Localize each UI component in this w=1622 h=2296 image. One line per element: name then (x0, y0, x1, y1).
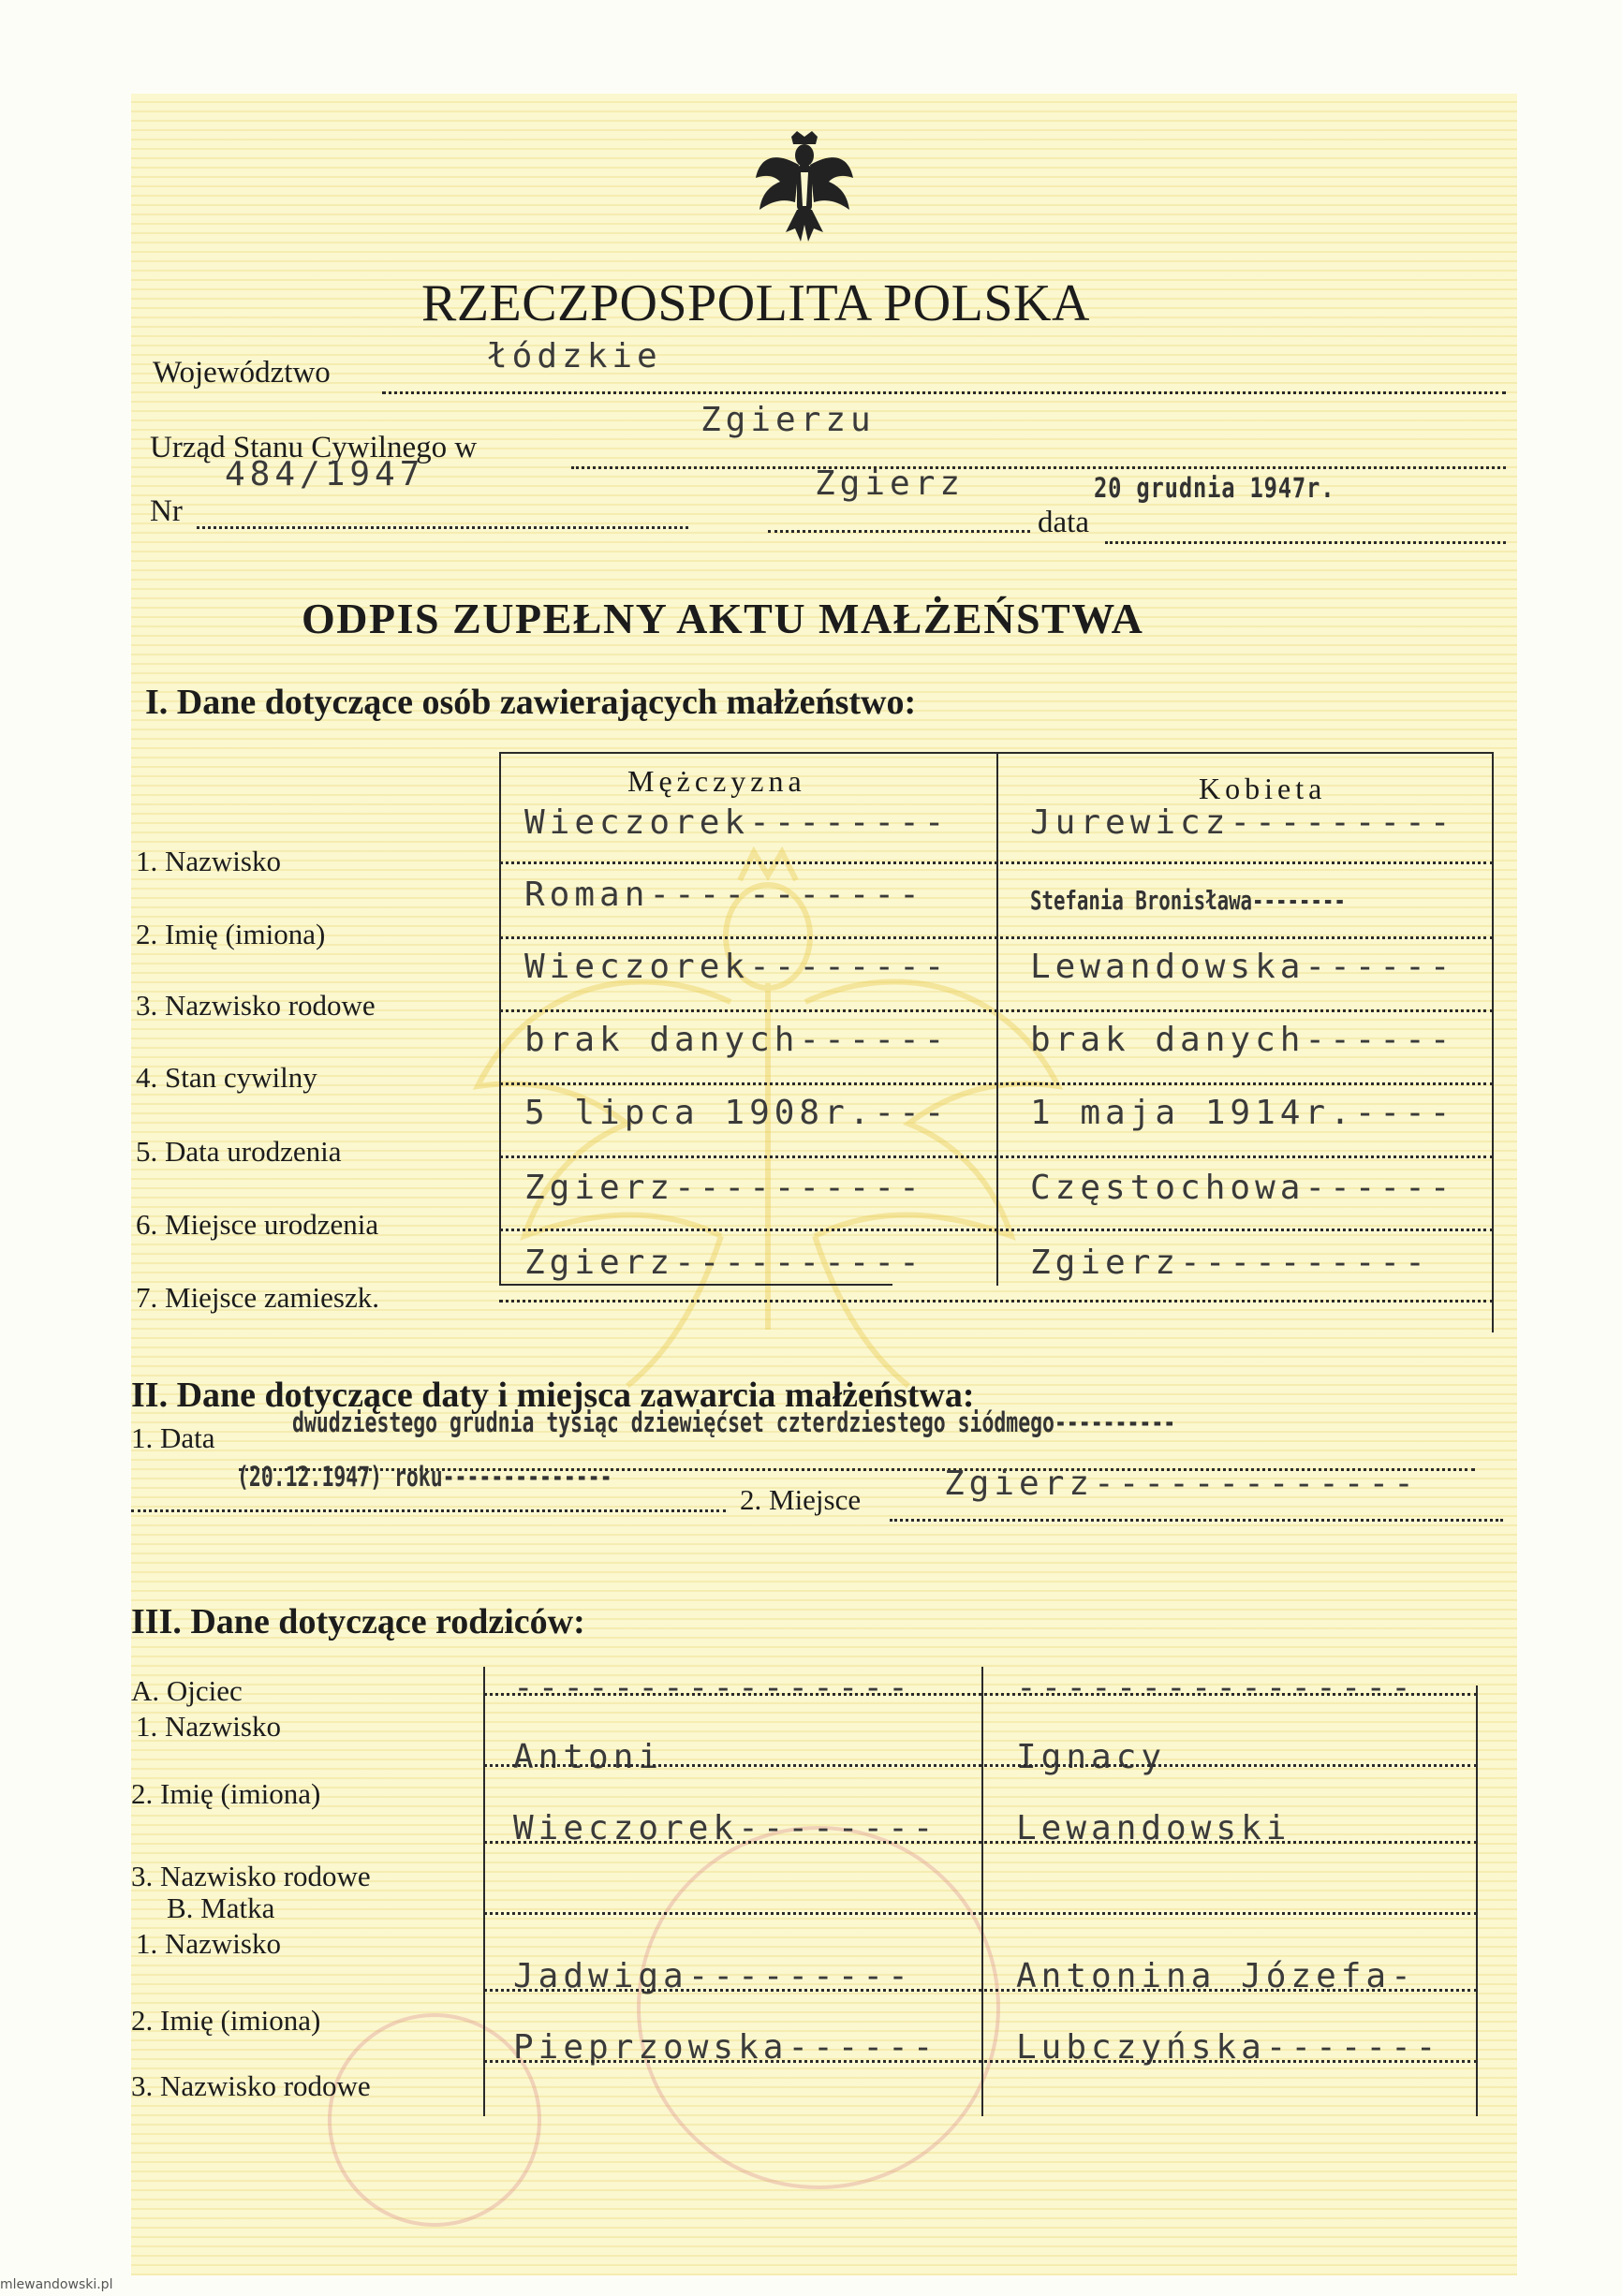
section3-table-left-border (483, 1667, 485, 2116)
marriage-place-line (890, 1519, 1503, 1522)
section1-heading: I. Dane dotyczące osób zawierających małżeństwo: (145, 683, 917, 722)
issue-place-value: Zgierz (815, 464, 966, 503)
section3-table-mid-border (981, 1667, 983, 2116)
section1-row-woman-value: Jurewicz--------- (1030, 803, 1455, 842)
wojewodztwo-line (382, 391, 1506, 394)
section1-row-dotted-line (499, 1082, 1494, 1085)
page-title: RZECZPOSPOLITA POLSKA (421, 274, 1090, 332)
section1-row-woman-value: 1 maja 1914r.---- (1030, 1094, 1455, 1132)
marriage-date-value-line1: dwudziestego grudnia tysiąc dziewięćset czterdziestego siódmego---------- (292, 1406, 1176, 1438)
section3-row-left-value: Wieczorek-------- (513, 1809, 938, 1847)
record-number-line (197, 526, 688, 529)
father-label: A. Ojciec (131, 1674, 243, 1707)
section3-row-left-value: ---------------- (513, 1669, 913, 1707)
marriage-date-label: 1. Data (131, 1421, 215, 1454)
section1-row-man-value: Wieczorek-------- (524, 948, 950, 986)
section1-row-woman-value: Lewandowska------ (1030, 948, 1455, 986)
section1-row-label: 2. Imię (imiona) (136, 918, 326, 950)
official-stamp-secondary (328, 2013, 541, 2227)
section3-row-label: 2. Imię (imiona) (131, 2004, 321, 2037)
section3-row-right-value: ---------------- (1016, 1669, 1416, 1707)
section3-row-right-value: Lubczyńska------- (1016, 2028, 1441, 2067)
watermark-url: mlewandowski.pl (0, 2277, 113, 2292)
issue-place-line (768, 530, 1030, 533)
section3-table-right-border (1476, 1685, 1478, 2116)
section3-row-label: 3. Nazwisko rodowe (131, 2069, 371, 2102)
section1-table-mid-border (996, 752, 998, 1286)
section1-row-woman-value: Stefania Bronisława-------- (1030, 885, 1346, 916)
marriage-date-value-line2: (20.12.1947) roku-------------- (237, 1461, 612, 1493)
section1-row-label: 7. Miejsce zamieszk. (136, 1281, 379, 1314)
section3-row-label: 2. Imię (imiona) (131, 1777, 321, 1810)
section3-row-left-value: Antoni (513, 1738, 664, 1776)
marriage-date-line2 (131, 1509, 726, 1512)
section1-row-dotted-line (499, 936, 1494, 939)
section1-row-dotted-line (499, 861, 1494, 864)
issue-date-value: 20 grudnia 1947r. (1094, 472, 1335, 504)
mother-label: B. Matka (167, 1891, 275, 1924)
section1-row-dotted-line (499, 1229, 1494, 1231)
issue-date-line (1105, 541, 1506, 544)
section3-row-left-value: Jadwiga--------- (513, 1957, 913, 1995)
usc-line (571, 466, 1506, 469)
polish-eagle-emblem-icon (754, 131, 855, 243)
section1-row-man-value: Roman----------- (524, 876, 924, 914)
column-header-man: Mężczyzna (627, 764, 806, 798)
section3-heading: III. Dane dotyczące rodziców: (131, 1602, 585, 1641)
marriage-place-value: Zgierz------------- (944, 1464, 1419, 1503)
record-number-label: Nr (150, 494, 183, 528)
section1-row-woman-value: brak danych------ (1030, 1021, 1455, 1059)
section1-row-man-value: brak danych------ (524, 1021, 950, 1059)
section1-row-label: 5. Data urodzenia (136, 1135, 342, 1168)
section3-row-right-value: Lewandowski (1016, 1809, 1291, 1847)
document-title: ODPIS ZUPEŁNY AKTU MAŁŻEŃSTWA (302, 595, 1144, 642)
section1-row-dotted-line (499, 1300, 1494, 1303)
section3-row-dotted-line (483, 1841, 1478, 1844)
wojewodztwo-value: łódzkie (487, 337, 662, 375)
section3-row-label: 1. Nazwisko (136, 1927, 281, 1960)
section1-table-right-border (1492, 752, 1494, 1332)
section1-row-dotted-line (499, 1009, 1494, 1012)
section1-row-label: 4. Stan cywilny (136, 1061, 317, 1094)
section3-row-label: 1. Nazwisko (136, 1710, 281, 1743)
section1-table-left-border (499, 752, 501, 1286)
section1-table-bottom-border (499, 1284, 892, 1286)
section1-row-woman-value: Częstochowa------ (1030, 1169, 1455, 1207)
section3-row-left-value: Pieprzowska------ (513, 2028, 938, 2067)
section3-row-right-value: Ignacy (1016, 1738, 1167, 1776)
section1-row-man-value: 5 lipca 1908r.--- (524, 1094, 950, 1132)
section3-row-dotted-line (483, 1693, 1478, 1696)
record-number-value: 484/1947 (225, 455, 425, 493)
wojewodztwo-label: Województwo (153, 356, 331, 390)
section3-row-right-value: Antonina Józefa- (1016, 1957, 1416, 1995)
section3-row-dotted-line (483, 2060, 1478, 2063)
section1-row-label: 3. Nazwisko rodowe (136, 989, 376, 1022)
section1-row-man-value: Zgierz---------- (524, 1169, 924, 1207)
section1-row-man-value: Wieczorek-------- (524, 803, 950, 842)
section1-row-label: 6. Miejsce urodzenia (136, 1208, 379, 1241)
section1-row-woman-value: Zgierz---------- (1030, 1244, 1430, 1282)
usc-value: Zgierzu (700, 401, 876, 439)
section3-row-dotted-line (483, 1989, 1478, 1992)
marriage-place-label: 2. Miejsce (740, 1483, 862, 1516)
section2-heading: II. Dane dotyczące daty i miejsca zawarcia małżeństwa: (131, 1376, 975, 1415)
section1-row-label: 1. Nazwisko (136, 845, 281, 877)
column-header-woman: Kobieta (1199, 772, 1327, 805)
section3-row-label: 3. Nazwisko rodowe (131, 1860, 371, 1892)
usc-label: Urząd Stanu Cywilnego w (150, 431, 478, 464)
section3-row-dotted-line (483, 1912, 1478, 1915)
issue-date-label: data (1038, 506, 1089, 539)
official-stamp (637, 1826, 1000, 2189)
section1-row-dotted-line (499, 1155, 1494, 1158)
section1-row-man-value: Zgierz---------- (524, 1244, 924, 1282)
section3-row-dotted-line (483, 1764, 1478, 1767)
